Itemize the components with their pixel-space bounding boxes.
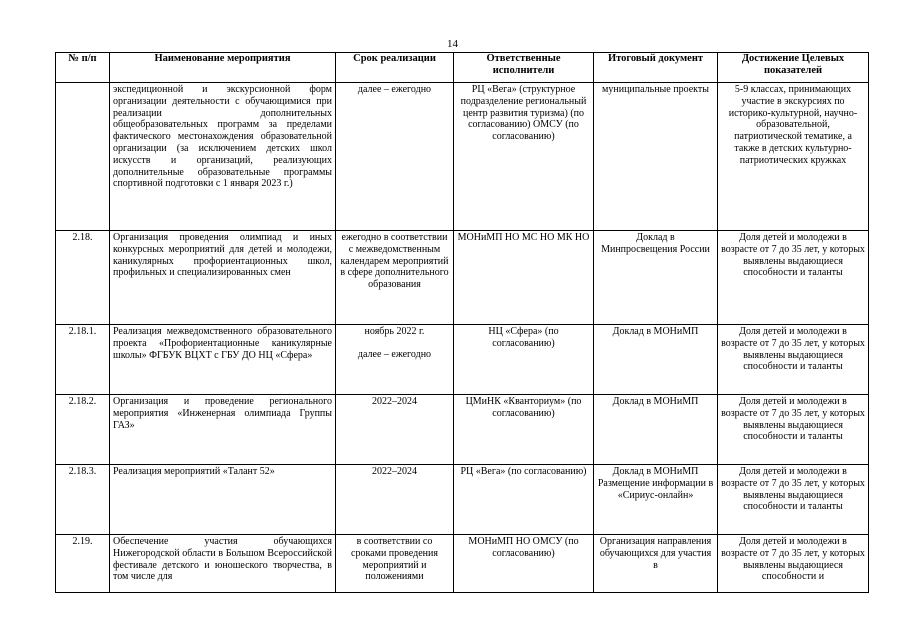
activity-term: ежегодно в соответствии с межведомственным календарем мероприятий в сфере дополнительного образования — [336, 231, 454, 325]
activity-term: в соответствии со сроками проведения мероприятий и положениями — [336, 535, 454, 593]
table-header-row — [56, 53, 869, 83]
header-term: Срок реализации — [336, 53, 454, 83]
activity-name: Реализация мероприятий «Талант 52» — [110, 465, 336, 535]
activity-term: 2022–2024 — [336, 395, 454, 465]
activity-target: Доля детей и молодежи в возрасте от 7 до 35 лет, у которых выявлены выдающиеся способности и — [718, 535, 869, 593]
header-responsible: Ответственные исполнители — [454, 53, 594, 83]
activity-document: Доклад в МОНиМП — [594, 325, 718, 395]
activity-name: Реализация межведомственного образовательного проекта «Профориентационные каникулярные школы» ФГБУК ВЦХТ с ГБУ ДО НЦ «Сфера» — [110, 325, 336, 395]
activity-name: Организация и проведение регионального мероприятия «Инженерная олимпиада Группы ГАЗ» — [110, 395, 336, 465]
activity-target: 5-9 классах, принимающих участие в экскурсиях по историко-культурной, научно-образовательной, патриотической тематике, а также в детских культурно-патриотических кружках — [718, 83, 869, 231]
table-row — [56, 231, 869, 325]
activity-document: Организация направления обучающихся для участия в — [594, 535, 718, 593]
activity-target: Доля детей и молодежи в возрасте от 7 до 35 лет, у которых выявлены выдающиеся способности и таланты — [718, 325, 869, 395]
activities-table — [55, 52, 869, 593]
row-number: 2.18.1. — [56, 325, 110, 395]
header-name: Наименование мероприятия — [110, 53, 336, 83]
activity-term-line: ноябрь 2022 г. — [364, 326, 425, 337]
activity-responsible: ЦМиНК «Кванториум» (по согласованию) — [454, 395, 594, 465]
activity-term: далее – ежегодно — [336, 83, 454, 231]
row-number — [56, 83, 110, 231]
header-num: № п/п — [56, 53, 110, 83]
activity-target: Доля детей и молодежи в возрасте от 7 до 35 лет, у которых выявлены выдающиеся способности и таланты — [718, 231, 869, 325]
activity-name: экспедиционной и экскурсионной форм организации деятельности с обучающимися при реализации дополнительных общеобразовательных программ за пределами фактического местонахождения образовательной организации (за исключением детских школ искусств и организаций, реализующих дополнительные образовательные программы спортивной подготовки с 1 января 2023 г.) — [110, 83, 336, 231]
table-row — [56, 83, 869, 231]
table-row — [56, 465, 869, 535]
table-row — [56, 535, 869, 593]
activity-target: Доля детей и молодежи в возрасте от 7 до 35 лет, у которых выявлены выдающиеся способности и таланты — [718, 465, 869, 535]
activity-name: Обеспечение участия обучающихся Нижегородской области в Большом Всероссийской фестивале детского и юношеского творчества, в том числе для — [110, 535, 336, 593]
row-number: 2.18.2. — [56, 395, 110, 465]
activity-responsible: РЦ «Вега» (структурное подразделение региональный центр развития туризма) (по согласованию) ОМСУ (по согласованию) — [454, 83, 594, 231]
table-row — [56, 325, 869, 395]
row-number: 2.19. — [56, 535, 110, 593]
page-number: 14 — [447, 38, 458, 50]
header-target: Достижение Целевых показателей — [718, 53, 869, 83]
activity-document: Доклад в МОНиМП — [594, 395, 718, 465]
table-row — [56, 395, 869, 465]
activity-responsible: РЦ «Вега» (по согласованию) — [454, 465, 594, 535]
activity-term — [336, 325, 454, 395]
activity-responsible: НЦ «Сфера» (по согласованию) — [454, 325, 594, 395]
row-number: 2.18. — [56, 231, 110, 325]
activity-responsible: МОНиМП НО ОМСУ (по согласованию) — [454, 535, 594, 593]
activity-name: Организация проведения олимпиад и иных конкурсных мероприятий для детей и молодежи, каникулярных профориентационных школ, профильных и специализированных смен — [110, 231, 336, 325]
activity-term-line: далее – ежегодно — [357, 348, 432, 360]
activity-term: 2022–2024 — [336, 465, 454, 535]
activity-document: Доклад в МОНиМП Размещение информации в «Сириус-онлайн» — [594, 465, 718, 535]
activity-target: Доля детей и молодежи в возрасте от 7 до 35 лет, у которых выявлены выдающиеся способности и таланты — [718, 395, 869, 465]
activity-document: Доклад в Минпросвещения России — [594, 231, 718, 325]
header-document: Итоговый документ — [594, 53, 718, 83]
activity-document: муниципальные проекты — [594, 83, 718, 231]
activity-responsible: МОНиМП НО МС НО МК НО — [454, 231, 594, 325]
row-number: 2.18.3. — [56, 465, 110, 535]
